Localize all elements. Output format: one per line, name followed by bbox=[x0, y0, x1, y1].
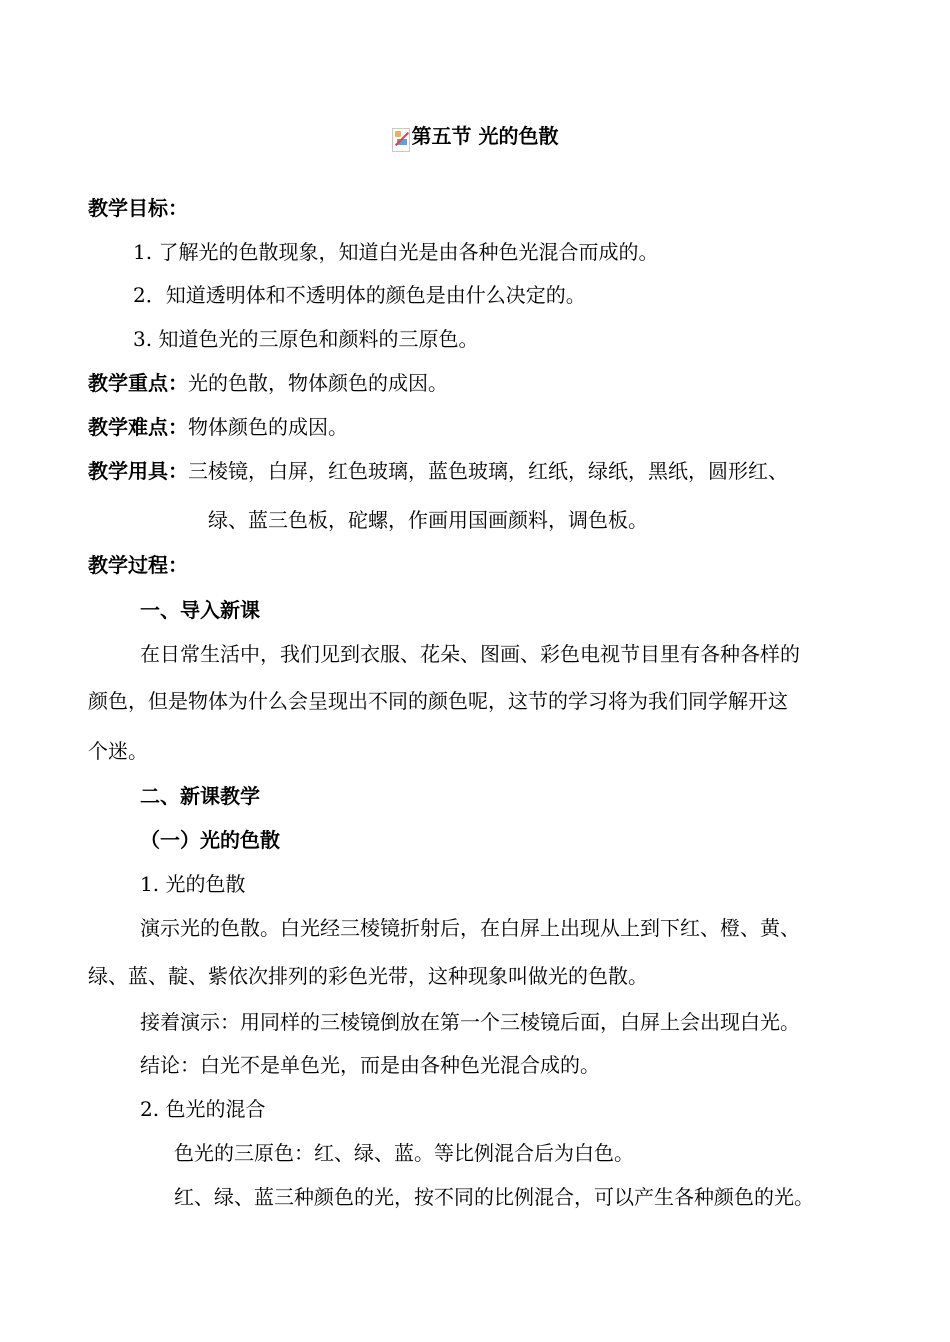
demo2-paragraph: 接着演示：用同样的三棱镜倒放在第一个三棱镜后面，白屏上会出现白光。 bbox=[140, 1010, 800, 1034]
conclusion-paragraph: 结论：白光不是单色光，而是由各种色光混合成的。 bbox=[140, 1053, 600, 1077]
document-title: 第五节 光的色散 bbox=[411, 124, 559, 148]
section1-paragraph-line: 个迷。 bbox=[88, 739, 148, 763]
key-points-text: 光的色散，物体颜色的成因。 bbox=[188, 371, 448, 395]
difficulties-text: 物体颜色的成因。 bbox=[188, 415, 348, 439]
demo-paragraph-line: 绿、蓝、靛、紫依次排列的彩色光带，这种现象叫做光的色散。 bbox=[88, 964, 648, 988]
demo-paragraph-line: 演示光的色散。白光经三棱镜折射后，在白屏上出现从上到下红、橙、黄、 bbox=[140, 916, 800, 940]
section1-paragraph-line: 在日常生活中，我们见到衣服、花朵、图画、彩色电视节目里有各种各样的 bbox=[140, 642, 800, 666]
item1-heading: 1. 光的色散 bbox=[140, 872, 246, 896]
item2-heading: 2. 色光的混合 bbox=[140, 1097, 266, 1121]
section1-heading: 一、导入新课 bbox=[140, 598, 260, 622]
difficulties-row bbox=[88, 413, 348, 441]
key-points-row bbox=[88, 369, 448, 397]
tools-row bbox=[88, 457, 788, 485]
document-title-row bbox=[0, 122, 950, 159]
tools-text-line2: 绿、蓝三色板，砣螺，作画用国画颜料，调色板。 bbox=[208, 508, 648, 532]
broken-image-icon bbox=[392, 128, 410, 152]
difficulties-label: 教学难点： bbox=[88, 415, 188, 439]
tools-label: 教学用具： bbox=[88, 459, 188, 483]
primary-colors-paragraph: 色光的三原色：红、绿、蓝。等比例混合后为白色。 bbox=[174, 1141, 634, 1165]
mixing-paragraph: 红、绿、蓝三种颜色的光，按不同的比例混合，可以产生各种颜色的光。 bbox=[174, 1185, 814, 1209]
section2-heading: 二、新课教学 bbox=[140, 784, 260, 808]
key-points-label: 教学重点： bbox=[88, 371, 188, 395]
objective-item: 2．知道透明体和不透明体的颜色是由什么决定的。 bbox=[133, 283, 586, 307]
section1-paragraph-line: 颜色，但是物体为什么会呈现出不同的颜色呢，这节的学习将为我们同学解开这 bbox=[88, 689, 788, 713]
objectives-heading: 教学目标： bbox=[88, 196, 188, 220]
tools-text-line1: 三棱镜，白屏，红色玻璃，蓝色玻璃，红纸，绿纸，黑纸，圆形红、 bbox=[188, 459, 788, 483]
objective-item: 3. 知道色光的三原色和颜料的三原色。 bbox=[133, 327, 479, 351]
subsection1-heading: （一）光的色散 bbox=[140, 828, 280, 852]
objective-item: 1. 了解光的色散现象，知道白光是由各种色光混合而成的。 bbox=[133, 240, 659, 264]
process-heading: 教学过程： bbox=[88, 553, 188, 577]
